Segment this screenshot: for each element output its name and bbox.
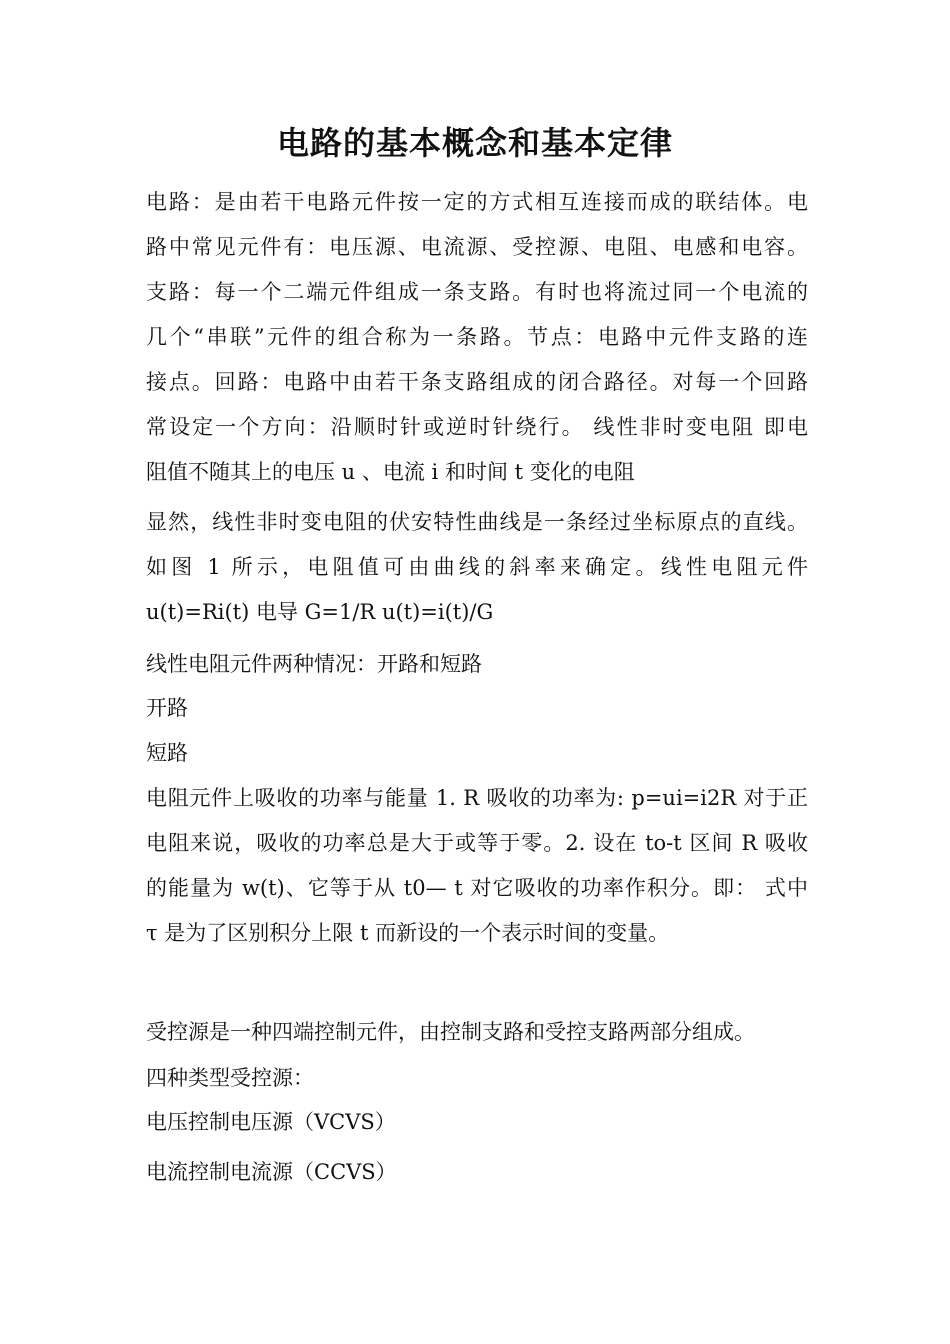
text-line: 阻值不随其上的电压 u 、电流 i 和时间 t 变化的电阻 (146, 460, 635, 484)
paragraph-two-cases (146, 642, 808, 687)
text-line: 电路：是由若干电路元件按一定的方式相互连接而成的联结体。电 (146, 190, 808, 214)
text-line: u(t)=Ri(t) 电导 G=1/R u(t)=i(t)/G (146, 600, 494, 624)
text-line: 开路 (146, 696, 188, 720)
document-title: 电路的基本概念和基本定律 (276, 124, 673, 162)
text-line: 四种类型受控源： (146, 1066, 314, 1090)
paragraph-power-energy (146, 776, 808, 956)
text-line: 路中常见元件有：电压源、电流源、受控源、电阻、电感和电容。 (146, 235, 808, 259)
text-line: 短路 (146, 741, 188, 765)
text-line: 电阻元件上吸收的功率与能量 1. R 吸收的功率为: p=ui=i2R 对于正 (146, 786, 808, 810)
text-line: 电压控制电压源（VCVS） (146, 1110, 396, 1134)
text-line: 支路：每一个二端元件组成一条支路。有时也将流过同一个电流的 (146, 280, 808, 304)
paragraph-linear-resistor (146, 500, 808, 635)
paragraph-four-types (146, 1056, 808, 1101)
text-line: 几个“串联”元件的组合称为一条路。节点：电路中元件支路的连 (146, 325, 808, 349)
paragraph-ccvs (146, 1150, 808, 1195)
paragraph-short-circuit (146, 731, 808, 776)
paragraph-open-circuit (146, 686, 808, 731)
text-line: 显然，线性非时变电阻的伏安特性曲线是一条经过坐标原点的直线。 (146, 510, 808, 534)
paragraph-circuit-definitions (146, 180, 808, 495)
text-line: 电阻来说，吸收的功率总是大于或等于零。2. 设在 to-t 区间 R 吸收 (146, 831, 808, 855)
text-line: 的能量为 w(t)、它等于从 t0— t 对它吸收的功率作积分。即： 式中 (146, 876, 808, 900)
paragraph-controlled-source (146, 1010, 808, 1055)
text-line: 常设定一个方向：沿顺时针或逆时针绕行。 线性非时变电阻 即电 (146, 415, 808, 439)
text-line: τ 是为了区别积分上限 t 而新设的一个表示时间的变量。 (146, 921, 670, 945)
text-line: 线性电阻元件两种情况：开路和短路 (146, 652, 482, 676)
text-line: 接点。回路：电路中由若干条支路组成的闭合路径。对每一个回路 (146, 370, 808, 394)
text-line: 电流控制电流源（CCVS） (146, 1160, 397, 1184)
text-line: 受控源是一种四端控制元件，由控制支路和受控支路两部分组成。 (146, 1020, 755, 1044)
text-line: 如图 1 所示，电阻值可由曲线的斜率来确定。线性电阻元件 (146, 555, 808, 579)
paragraph-vcvs (146, 1100, 808, 1145)
